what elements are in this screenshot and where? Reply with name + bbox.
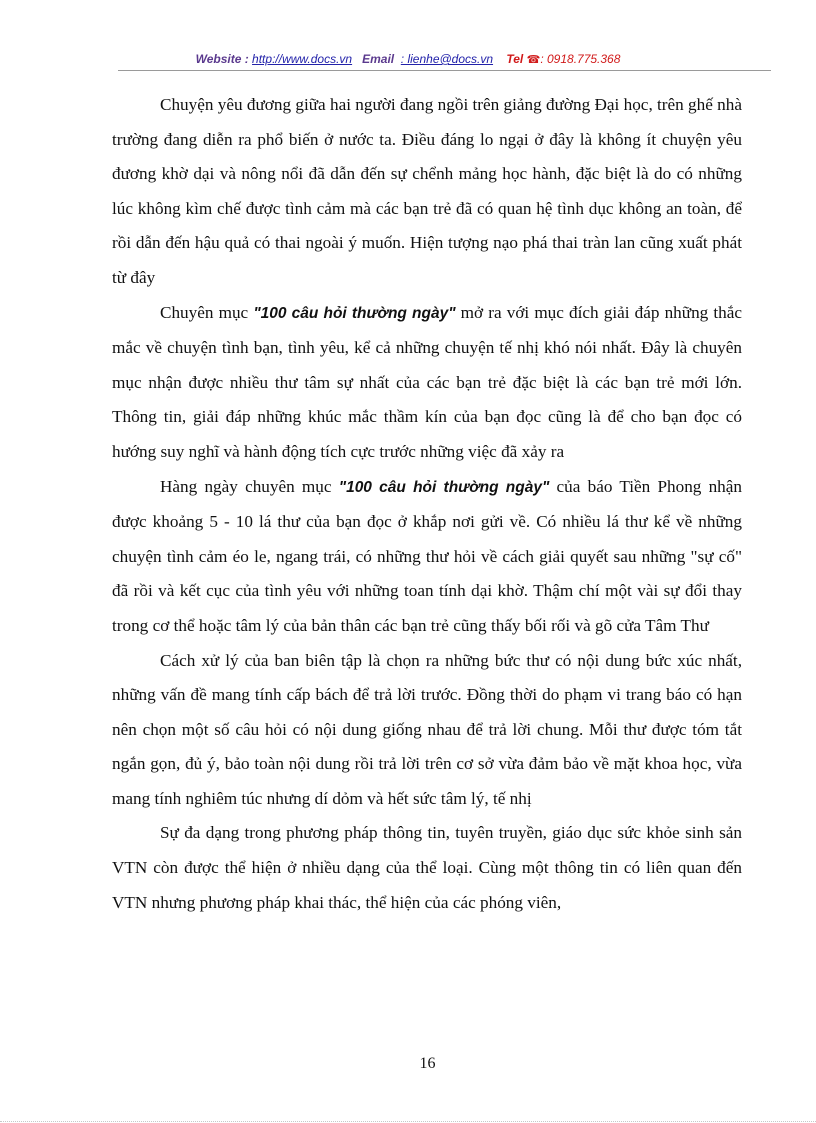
paragraph-5: Sự đa dạng trong phương pháp thông tin, tuyên truyền, giáo dục sức khỏe sinh sản VTN còn được thể hiện ở nhiều dạng của thể loại. Cùng một thông tin có liên quan đến VTN nhưng phương pháp khai thác, thể hiện của các phóng viên, — [112, 823, 742, 912]
column-title-emphasis: "100 câu hỏi thường ngày" — [253, 304, 456, 322]
phone-icon: ☎ — [526, 54, 541, 66]
paragraph-2-intro: Chuyên mục — [160, 302, 254, 322]
page-number: 16 — [419, 1055, 436, 1072]
paragraph-3 — [112, 470, 742, 644]
website-label: Website : — [195, 52, 249, 66]
website-link[interactable]: http://www.docs.vn — [252, 52, 353, 66]
column-title-emphasis: "100 câu hỏi thường ngày" — [338, 478, 550, 496]
header-divider — [118, 70, 771, 71]
page-bottom-border — [0, 1121, 816, 1122]
paragraph-2 — [112, 296, 742, 470]
email-label: Email — [362, 52, 395, 66]
document-body — [112, 88, 742, 920]
paragraph-4: Cách xử lý của ban biên tập là chọn ra những bức thư có nội dung bức xúc nhất, những vấn đề mang tính cấp bách để trả lời trước. Đồng thời do phạm vi trang báo có hạn nên chọn một số câu hỏi có nội dung giống nhau để trả lời chung. Mỗi thư được tóm tắt ngắn gọn, đủ ý, bảo toàn nội dung rồi trả lời trên cơ sở vừa đảm bảo về mặt khoa học, vừa mang tính nghiêm túc nhưng dí dỏm và hết sức tâm lý, tế nhị — [112, 650, 742, 808]
paragraph-3-rest: của báo Tiền Phong nhận được khoảng 5 - 10 lá thư của bạn đọc ở khắp nơi gửi về. Có nhiều lá thư kể về những chuyện tình cảm éo le, ngang trái, có những thư hỏi về cách giải quyết sau những "sự cố" đã rồi và kết cục của tình yêu với những toan tính dại khờ. Thậm chí một vài sự đổi thay trong cơ thể hoặc tâm lý của bản thân các bạn trẻ cũng thấy bối rối và gõ cửa Tâm Thư — [112, 476, 742, 635]
paragraph-2-rest: mở ra với mục đích giải đáp những thắc mắc về chuyện tình bạn, tình yêu, kể cả những chuyện tế nhị khó nói nhất. Đây là chuyên mục nhận được nhiều thư tâm sự nhất của các bạn trẻ đặc biệt là các bạn trẻ mới lớn. Thông tin, giải đáp những khúc mắc thầm kín của bạn đọc cũng là để cho bạn đọc có hướng suy nghĩ và hành động tích cực trước những việc đã xảy ra — [112, 302, 743, 461]
page-header — [0, 51, 816, 68]
tel-label: Tel — [506, 52, 524, 66]
tel-value: : 0918.775.368 — [540, 52, 621, 66]
email-link[interactable]: : lienhe@docs.vn — [400, 52, 494, 66]
paragraph-3-intro: Hàng ngày chuyên mục — [160, 476, 339, 496]
paragraph-1: Chuyện yêu đương giữa hai người đang ngồi trên giảng đường Đại học, trên ghế nhà trường đang diễn ra phổ biến ở nước ta. Điều đáng lo ngại ở đây là không ít chuyện yêu đương khờ dại và nông nổi đã dẫn đến sự chểnh mảng học hành, đặc biệt là do có những lúc không kìm chế được tình cảm mà các bạn trẻ đã có quan hệ tình dục không an toàn, để rồi dẫn đến hậu quả có thai ngoài ý muốn. Hiện tượng nạo phá thai tràn lan cũng xuất phát từ đây — [112, 95, 742, 287]
